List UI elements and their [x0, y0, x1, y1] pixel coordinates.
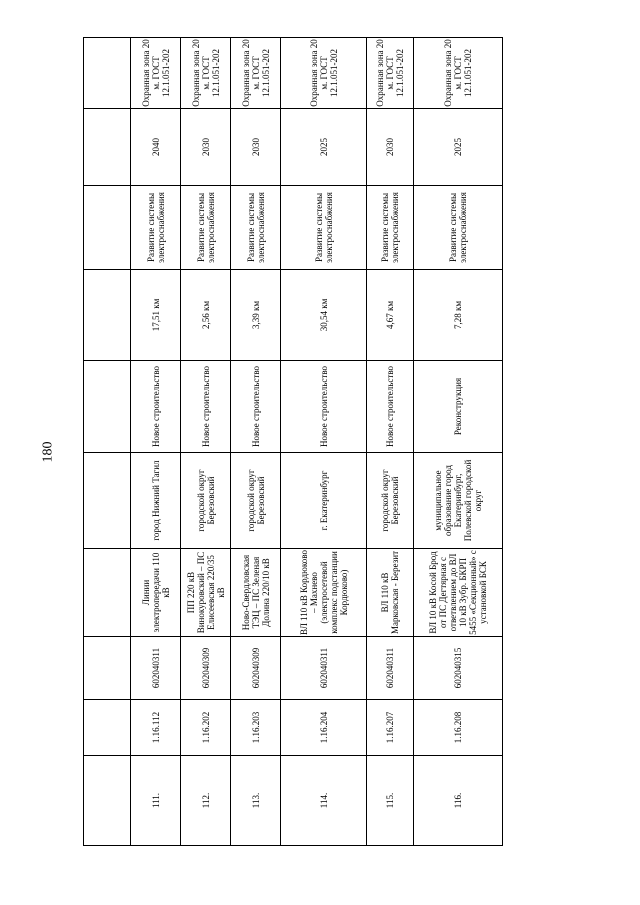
object-length-cell: 17,51 км	[131, 270, 181, 361]
object-name-cell: Линии электропередачи 110 кВ	[131, 549, 181, 637]
work-type-cell: Реконструкция	[414, 361, 503, 453]
table-row	[281, 38, 367, 846]
object-id-cell: 602040311	[131, 637, 181, 700]
object-purpose-cell: Развитие системы электроснабжения	[281, 186, 367, 270]
completion-year-cell: 2030	[181, 109, 231, 186]
completion-year-cell: 2030	[231, 109, 281, 186]
table-row	[84, 38, 131, 846]
object-length-cell: 3,39 км	[231, 270, 281, 361]
header-cell-empty	[84, 186, 131, 270]
header-cell-empty	[84, 453, 131, 549]
object-code-cell: 1.16.207	[367, 700, 414, 756]
header-cell-empty	[84, 38, 131, 109]
protection-zone-cell: Охранная зона 20 м. ГОСТ 12.1.051-202	[181, 38, 231, 109]
work-type-cell: Новое строительство	[281, 361, 367, 453]
row-number-cell: 114.	[281, 756, 367, 846]
object-length-cell: 4,67 км	[367, 270, 414, 361]
object-location-cell: г. Екатеринбург	[281, 453, 367, 549]
row-number-cell: 111.	[131, 756, 181, 846]
object-id-cell: 602040309	[231, 637, 281, 700]
object-name-cell: ВЛ 10 кВ Косой Брод от ПС Дегтярная с ответвлением до ВЛ 10 кВ Зубр. БКРП 5455 «Секционный» с установкой БСК	[414, 549, 503, 637]
table-row	[367, 38, 414, 846]
header-cell-empty	[84, 549, 131, 637]
completion-year-cell: 2030	[367, 109, 414, 186]
object-location-cell: город Нижний Тагил	[131, 453, 181, 549]
object-name-cell: ВЛ 110 кВ Марковская - Березит	[367, 549, 414, 637]
protection-zone-cell: Охранная зона 20 м. ГОСТ 12.1.051-202	[367, 38, 414, 109]
header-cell-empty	[84, 109, 131, 186]
protection-zone-cell: Охранная зона 20 м. ГОСТ 12.1.051-202	[131, 38, 181, 109]
page-number-text: 180	[40, 441, 55, 463]
table-row	[131, 38, 181, 846]
header-cell-empty	[84, 700, 131, 756]
object-purpose-cell: Развитие системы электроснабжения	[231, 186, 281, 270]
infrastructure-table	[83, 37, 503, 846]
header-cell-empty	[84, 361, 131, 453]
header-cell-empty	[84, 270, 131, 361]
object-purpose-cell: Развитие системы электроснабжения	[131, 186, 181, 270]
object-name-cell: ПП 220 кВ Винокуровский – ПС Елисеевская 220/35 кВ	[181, 549, 231, 637]
object-purpose-cell: Развитие системы электроснабжения	[181, 186, 231, 270]
object-length-cell: 30,54 км	[281, 270, 367, 361]
protection-zone-cell: Охранная зона 20 м. ГОСТ 12.1.051-202	[281, 38, 367, 109]
object-id-cell: 602040311	[281, 637, 367, 700]
object-length-cell: 2,56 км	[181, 270, 231, 361]
protection-zone-cell: Охранная зона 20 м. ГОСТ 12.1.051-202	[414, 38, 503, 109]
object-length-cell: 7,28 км	[414, 270, 503, 361]
object-code-cell: 1.16.112	[131, 700, 181, 756]
work-type-cell: Новое строительство	[181, 361, 231, 453]
table-row	[231, 38, 281, 846]
row-number-cell: 115.	[367, 756, 414, 846]
completion-year-cell: 2025	[414, 109, 503, 186]
page-number	[38, 436, 58, 468]
object-code-cell: 1.16.208	[414, 700, 503, 756]
header-cell-empty	[84, 637, 131, 700]
work-type-cell: Новое строительство	[367, 361, 414, 453]
object-id-cell: 602040311	[367, 637, 414, 700]
table-body	[84, 38, 503, 846]
table-row	[414, 38, 503, 846]
object-location-cell: городской округ Березовский	[181, 453, 231, 549]
object-id-cell: 602040309	[181, 637, 231, 700]
completion-year-cell: 2040	[131, 109, 181, 186]
work-type-cell: Новое строительство	[131, 361, 181, 453]
row-number-cell: 116.	[414, 756, 503, 846]
protection-zone-cell: Охранная зона 20 м. ГОСТ 12.1.051-202	[231, 38, 281, 109]
row-number-cell: 113.	[231, 756, 281, 846]
object-purpose-cell: Развитие системы электроснабжения	[414, 186, 503, 270]
object-purpose-cell: Развитие системы электроснабжения	[367, 186, 414, 270]
row-number-cell: 112.	[181, 756, 231, 846]
object-id-cell: 602040315	[414, 637, 503, 700]
object-code-cell: 1.16.203	[231, 700, 281, 756]
document-table-rotated	[83, 38, 488, 846]
work-type-cell: Новое строительство	[231, 361, 281, 453]
completion-year-cell: 2025	[281, 109, 367, 186]
object-location-cell: городской округ Березовский	[367, 453, 414, 549]
object-location-cell: городской округ Березовский	[231, 453, 281, 549]
object-code-cell: 1.16.202	[181, 700, 231, 756]
header-cell-empty	[84, 756, 131, 846]
table-row	[181, 38, 231, 846]
object-location-cell: муниципальное образование город Екатеринбург, Полевской городской округ	[414, 453, 503, 549]
object-name-cell: ВЛ 110 кВ Кордюково – Махнево (электросетевой комплекс подстанции Кордюково)	[281, 549, 367, 637]
object-code-cell: 1.16.204	[281, 700, 367, 756]
object-name-cell: Ново-Свердловская ТЭЦ – ПС Зеленая Долина 220/10 кВ	[231, 549, 281, 637]
